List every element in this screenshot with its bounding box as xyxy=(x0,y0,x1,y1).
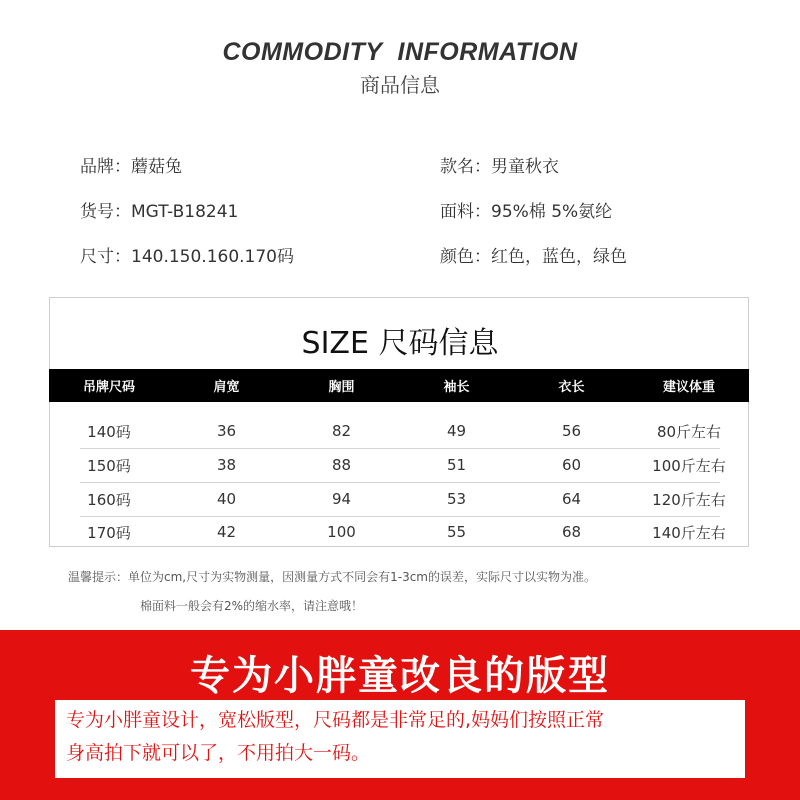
info-row xyxy=(80,187,760,232)
header-cell-chest: 胸围 xyxy=(328,380,355,395)
cell-sleeve: 51 xyxy=(446,456,467,474)
cell-weight: 80斤左右 xyxy=(656,422,722,441)
cell-chest: 100 xyxy=(327,523,356,541)
cell-length: 60 xyxy=(561,456,582,474)
cell-sleeve: 49 xyxy=(446,422,467,440)
table-row xyxy=(49,515,749,549)
cell-shoulder: 40 xyxy=(216,490,237,508)
cell-weight: 140斤左右 xyxy=(652,523,726,542)
table-row xyxy=(49,448,749,482)
cell-sleeve: 53 xyxy=(446,490,467,508)
cell-length: 56 xyxy=(561,422,582,440)
cell-chest: 82 xyxy=(331,422,352,440)
slogan-line-2: 身高拍下就可以了，不用拍大一码。 xyxy=(66,742,371,764)
item-no-label: 货号：MGT-B18241 xyxy=(80,202,239,222)
slogan-line-1: 专为小胖童设计，宽松版型，尺码都是非常足的,妈妈们按照正常 xyxy=(66,709,605,731)
cell-sleeve: 55 xyxy=(446,523,467,541)
cell-weight: 120斤左右 xyxy=(652,490,726,509)
cell-chest: 94 xyxy=(331,490,352,508)
cell-size: 160码 xyxy=(87,490,131,509)
size-table-title: SIZE 尺码信息 xyxy=(301,326,499,361)
size-table-header xyxy=(49,369,749,402)
cell-length: 64 xyxy=(561,490,582,508)
table-row xyxy=(49,414,749,448)
header-title-cn: 商品信息 xyxy=(360,73,440,97)
info-row xyxy=(80,232,760,277)
shrinkage-note: 棉面料一般会有2%的缩水率，请注意哦！ xyxy=(140,599,364,613)
cell-size: 150码 xyxy=(87,456,131,475)
product-info xyxy=(80,142,760,277)
measurement-note: 温馨提示：单位为cm,尺寸为实物测量，因测量方式不同会有1-3cm的误差，实际尺寸以实物为准。 xyxy=(68,570,596,584)
header-cell-sleeve: 袖长 xyxy=(443,380,470,395)
header-cell-length: 衣长 xyxy=(558,380,585,395)
info-row xyxy=(80,142,760,187)
style-name-label: 款名：男童秋衣 xyxy=(440,157,559,177)
cell-chest: 88 xyxy=(331,456,352,474)
cell-shoulder: 38 xyxy=(216,456,237,474)
slogan-text xyxy=(66,704,746,770)
header-cell-tag-size: 吊牌尺码 xyxy=(82,380,135,395)
sizes-label: 尺寸：140.150.160.170码 xyxy=(80,247,295,267)
cell-weight: 100斤左右 xyxy=(652,456,726,475)
header-cell-weight: 建议体重 xyxy=(662,380,715,395)
fabric-label: 面料：95%棉 5%氨纶 xyxy=(440,202,613,222)
header-cell-shoulder: 肩宽 xyxy=(213,380,240,395)
banner-title: 专为小胖童改良的版型 xyxy=(190,653,610,699)
cell-length: 68 xyxy=(561,523,582,541)
header xyxy=(0,38,800,98)
cell-size: 140码 xyxy=(87,422,131,441)
cell-shoulder: 42 xyxy=(216,523,237,541)
header-title-en: COMMODITY INFORMATION xyxy=(222,38,578,66)
brand-label: 品牌：蘑菇兔 xyxy=(80,157,182,177)
cell-shoulder: 36 xyxy=(216,422,237,440)
cell-size: 170码 xyxy=(87,523,131,542)
table-row xyxy=(49,482,749,516)
colors-label: 颜色：红色，蓝色，绿色 xyxy=(440,247,627,267)
